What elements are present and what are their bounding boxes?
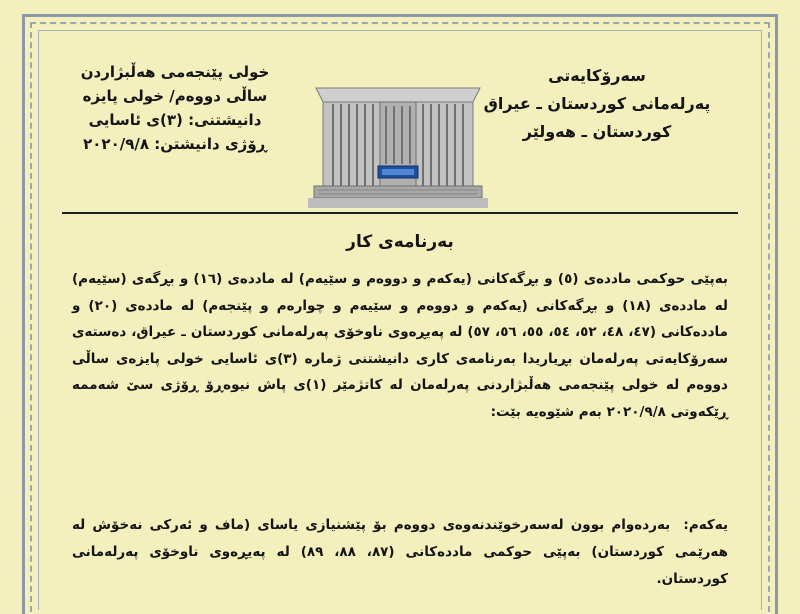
header-right-line3: کوردستان ـ هەولێر	[522, 122, 672, 141]
header-left-line3: دانیشتنی: (٣)ی ئاسایی	[88, 111, 262, 129]
header-institution	[482, 62, 712, 146]
header-session-info	[60, 60, 290, 156]
agenda-item-1-text: بەردەوام بوون لەسەرخوێندنەوەی دووەم بۆ پێشنیازی یاسای (ماف و ئەرکی نەخۆش لە هەرێمی کوردستان) بەپێی حوکمی ماددەکانی (٨٧، ٨٨، ٨٩) لە پەیڕەوی ناوخۆی پەرلەمانی کوردستان.	[72, 517, 728, 587]
header-left-line4: ڕۆژی دانیشتن: ٢٠٢٠/٩/٨	[83, 135, 267, 153]
header-divider	[62, 212, 738, 214]
agenda-intro-paragraph: بەپێی حوکمی ماددەی (٥) و بڕگەکانی (یەکەم و دووەم و سێیەم) لە ماددەی (١٦) و بڕگەی (سێیەم) لە ماددەی (١٨) و بڕگەکانی (یەکەم و دووەم و سێیەم و چوارەم و پێنجەم) لە ماددەی (٢٠) و ماددەکانی (٤٧، ٤٨، ٥٢، ٥٤، ٥٥، ٥٦، ٥٧) لە پەیڕەوی ناوخۆی پەرلەمانی کوردستان ـ عیراق، دەستەی سەرۆکایەتی پەرلەمان بڕیاریدا بەرنامەی کاری دانیشتنی ژمارە (٣)ی ئاسایی خولی پایزەی ساڵی دووەم لە خولی پێنجەمی هەڵبژاردنی پەرلەمان لە کاتژمێر (١)ی پاش نیوەڕۆ ڕۆژی سێ شەممە ڕێکەوتی ٢٠٢٠/٩/٨ بەم شێوەیە بێت:	[72, 271, 728, 420]
header-left-line2: ساڵی دووەم/ خولی پایزە	[82, 87, 268, 105]
header-right-line1: سەرۆکایەتی	[548, 66, 646, 85]
document-title: بەرنامەی کار	[346, 232, 454, 252]
agenda-item-1	[72, 512, 728, 593]
parliament-building-image	[308, 80, 488, 210]
header-left-line1: خولی پێنجەمی هەڵبژاردن	[80, 63, 270, 81]
agenda-item-1-label: یەکەم:	[683, 517, 729, 533]
header-right-line2: پەرلەمانی کوردستان ـ عیراق	[483, 94, 711, 113]
